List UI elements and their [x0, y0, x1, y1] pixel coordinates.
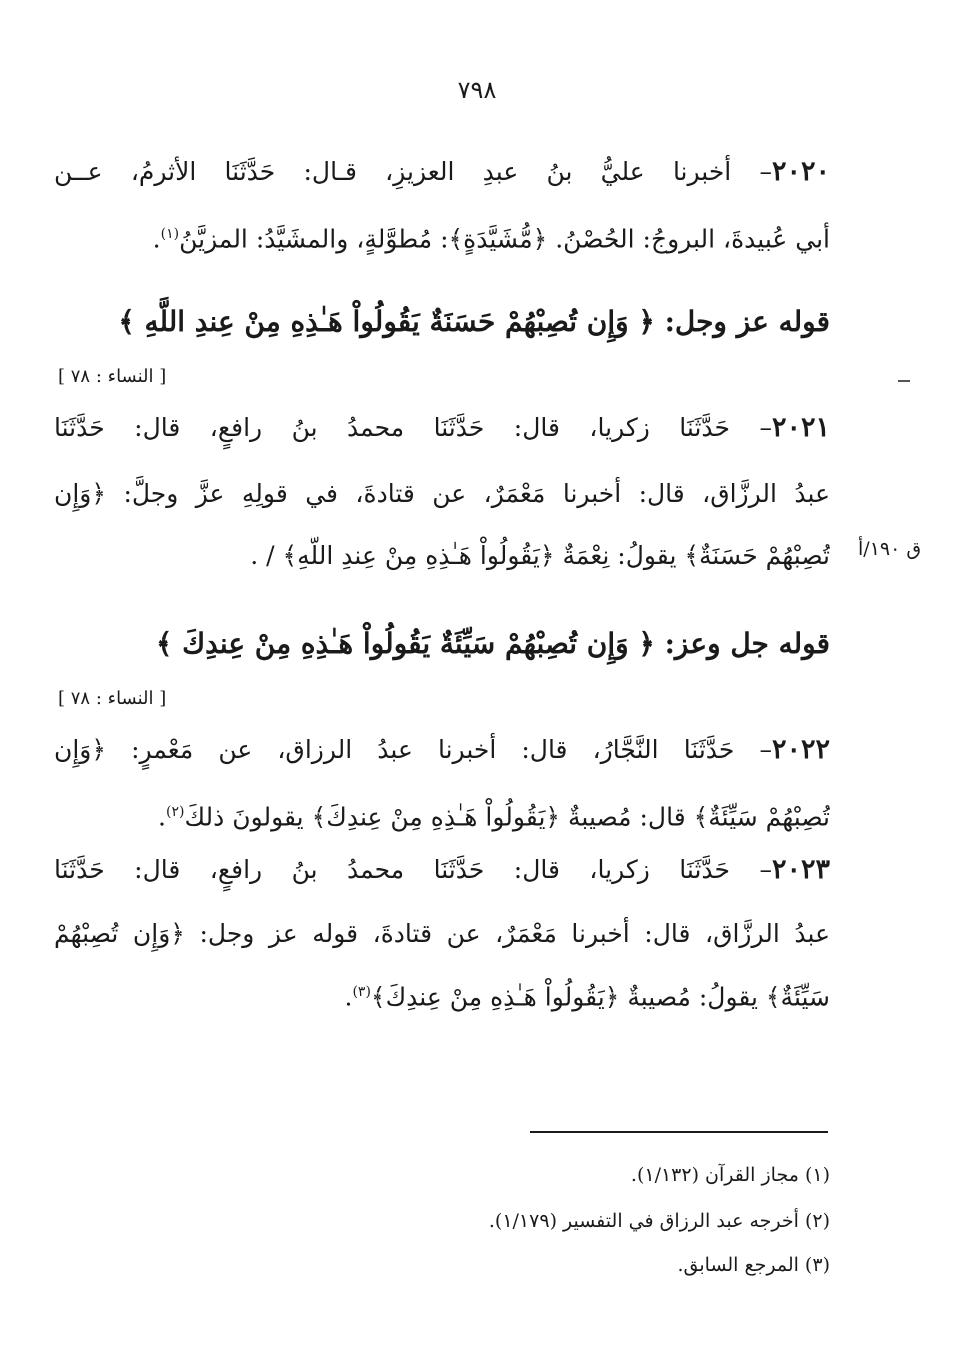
- entry-2023-line-1: [54, 850, 830, 894]
- entry-2023-line-3: سَيِّئَةٌ﴾ يقولُ: مُصيبةٌ ﴿يَقُولُواْ هَـٰذِهِ مِنْ عِندِكَ﴾$^{(٣)}$.: [344, 982, 830, 1012]
- surah-reference-1: [ النساء : ٧٨ ]: [58, 366, 167, 387]
- section-heading-1: قوله عز وجل: ﴿ وَإِن تُصِبْهُمْ حَسَنَةٌ يَقُولُواْ هَـٰذِهِ مِنْ عِندِ اللَّهِ ﴾: [118, 305, 830, 338]
- section-heading-2: قوله جل وعز: ﴿ وَإِن تُصِبْهُمْ سَيِّئَةٌ يَقُولُواْ هَـٰذِهِ مِنْ عِندِكَ ﴾: [155, 627, 830, 660]
- footnote-ref: (٢): [165, 804, 185, 820]
- entry-text: عبدُ الرزَّاق، قال: أخبرنا مَعْمَرٌ، عن قتادةَ، قوله عز وجل: ﴿وَإِن تُصِبْهُمْ: [54, 919, 830, 948]
- entry-text: أبي عُبيدةَ، البروجُ: الحُصْنُ. ﴿مُّشَيَّدَةٍ﴾: مُطوَّلةٍ، والمشَيَّدُ: المزيَّنُ: [179, 224, 830, 254]
- entry-2022-line-2: تُصِبْهُمْ سَيِّئَةٌ﴾ قال: مُصيبةٌ ﴿يَقُولُواْ هَـٰذِهِ مِنْ عِندِكَ﴾ يقولونَ ذلكَ$^{(٢)}$.: [158, 802, 830, 832]
- footnote-separator: [530, 1131, 828, 1133]
- footnote-3: (٣) المرجع السابق.: [677, 1254, 830, 1276]
- page-number: ٧٩٨: [457, 76, 497, 104]
- entry-number: ٢٠٢٢: [771, 734, 830, 765]
- footnote-2: (٢) أخرجه عبد الرزاق في التفسير (١/١٧٩).: [488, 1210, 830, 1232]
- entry-2021-line-2: [54, 474, 830, 518]
- surah-reference-2: [ النساء : ٧٨ ]: [58, 688, 167, 709]
- entry-text: عبدُ الرزَّاق، قال: أخبرنا مَعْمَرٌ، عن قتادةَ، في قولِهِ عزَّ وجلَّ: ﴿وَإِن: [54, 479, 830, 508]
- entry-text: – حَدَّثَنَا زكريا، قال: حَدَّثَنَا محمدُ بنُ رافعٍ، قال: حَدَّثَنَا: [54, 855, 772, 884]
- footnote-ref: (٣): [352, 984, 371, 1000]
- entry-2020-line-1: [54, 152, 830, 196]
- entry-number: ٢٠٢١: [771, 412, 830, 443]
- entry-text: – حَدَّثَنَا النَّجَّارُ، قال: أخبرنا عبدُ الرزاق، عن مَعْمرٍ: ﴿وَإِن: [54, 735, 772, 764]
- entry-text: – حَدَّثَنَا زكريا، قال: حَدَّثَنَا محمدُ بنُ رافعٍ، قال: حَدَّثَنَا: [54, 413, 772, 442]
- footnote-ref: (١): [160, 226, 180, 242]
- entry-text: سَيِّئَةٌ﴾ يقولُ: مُصيبةٌ ﴿يَقُولُواْ هَـٰذِهِ مِنْ عِندِكَ﴾: [370, 982, 830, 1012]
- footnote-1: (١) مجاز القرآن (١/١٣٢).: [630, 1164, 830, 1186]
- entry-2020-line-2: أبي عُبيدةَ، البروجُ: الحُصْنُ. ﴿مُّشَيَّدَةٍ﴾: مُطوَّلةٍ، والمشَيَّدُ: المزيَّنُ$^{(١)}$.: [152, 224, 830, 254]
- entry-2021-line-3: [54, 536, 830, 580]
- entry-2021-line-1: [54, 408, 830, 452]
- margin-mark: [898, 380, 910, 382]
- entry-2023-line-2: [54, 914, 830, 958]
- entry-number: ٢٠٢٠: [771, 156, 830, 187]
- entry-text: – أخبرنا عليُّ بنُ عبدِ العزيزِ، قـال: حَدَّثَنَا الأثرمُ، عــن: [54, 157, 772, 186]
- manuscript-folio-note: ق ١٩٠/أ: [858, 538, 922, 560]
- entry-2022-line-1: [54, 730, 830, 774]
- entry-number: ٢٠٢٣: [771, 854, 830, 885]
- entry-text: تُصِبْهُمْ حَسَنَةٌ﴾ يقولُ: نِعْمَةٌ ﴿يَقُولُواْ هَـٰذِهِ مِنْ عِندِ اللَّهِ﴾ / .: [250, 541, 830, 570]
- entry-text: تُصِبْهُمْ سَيِّئَةٌ﴾ قال: مُصيبةٌ ﴿يَقُولُواْ هَـٰذِهِ مِنْ عِندِكَ﴾ يقولونَ ذلكَ: [184, 802, 830, 832]
